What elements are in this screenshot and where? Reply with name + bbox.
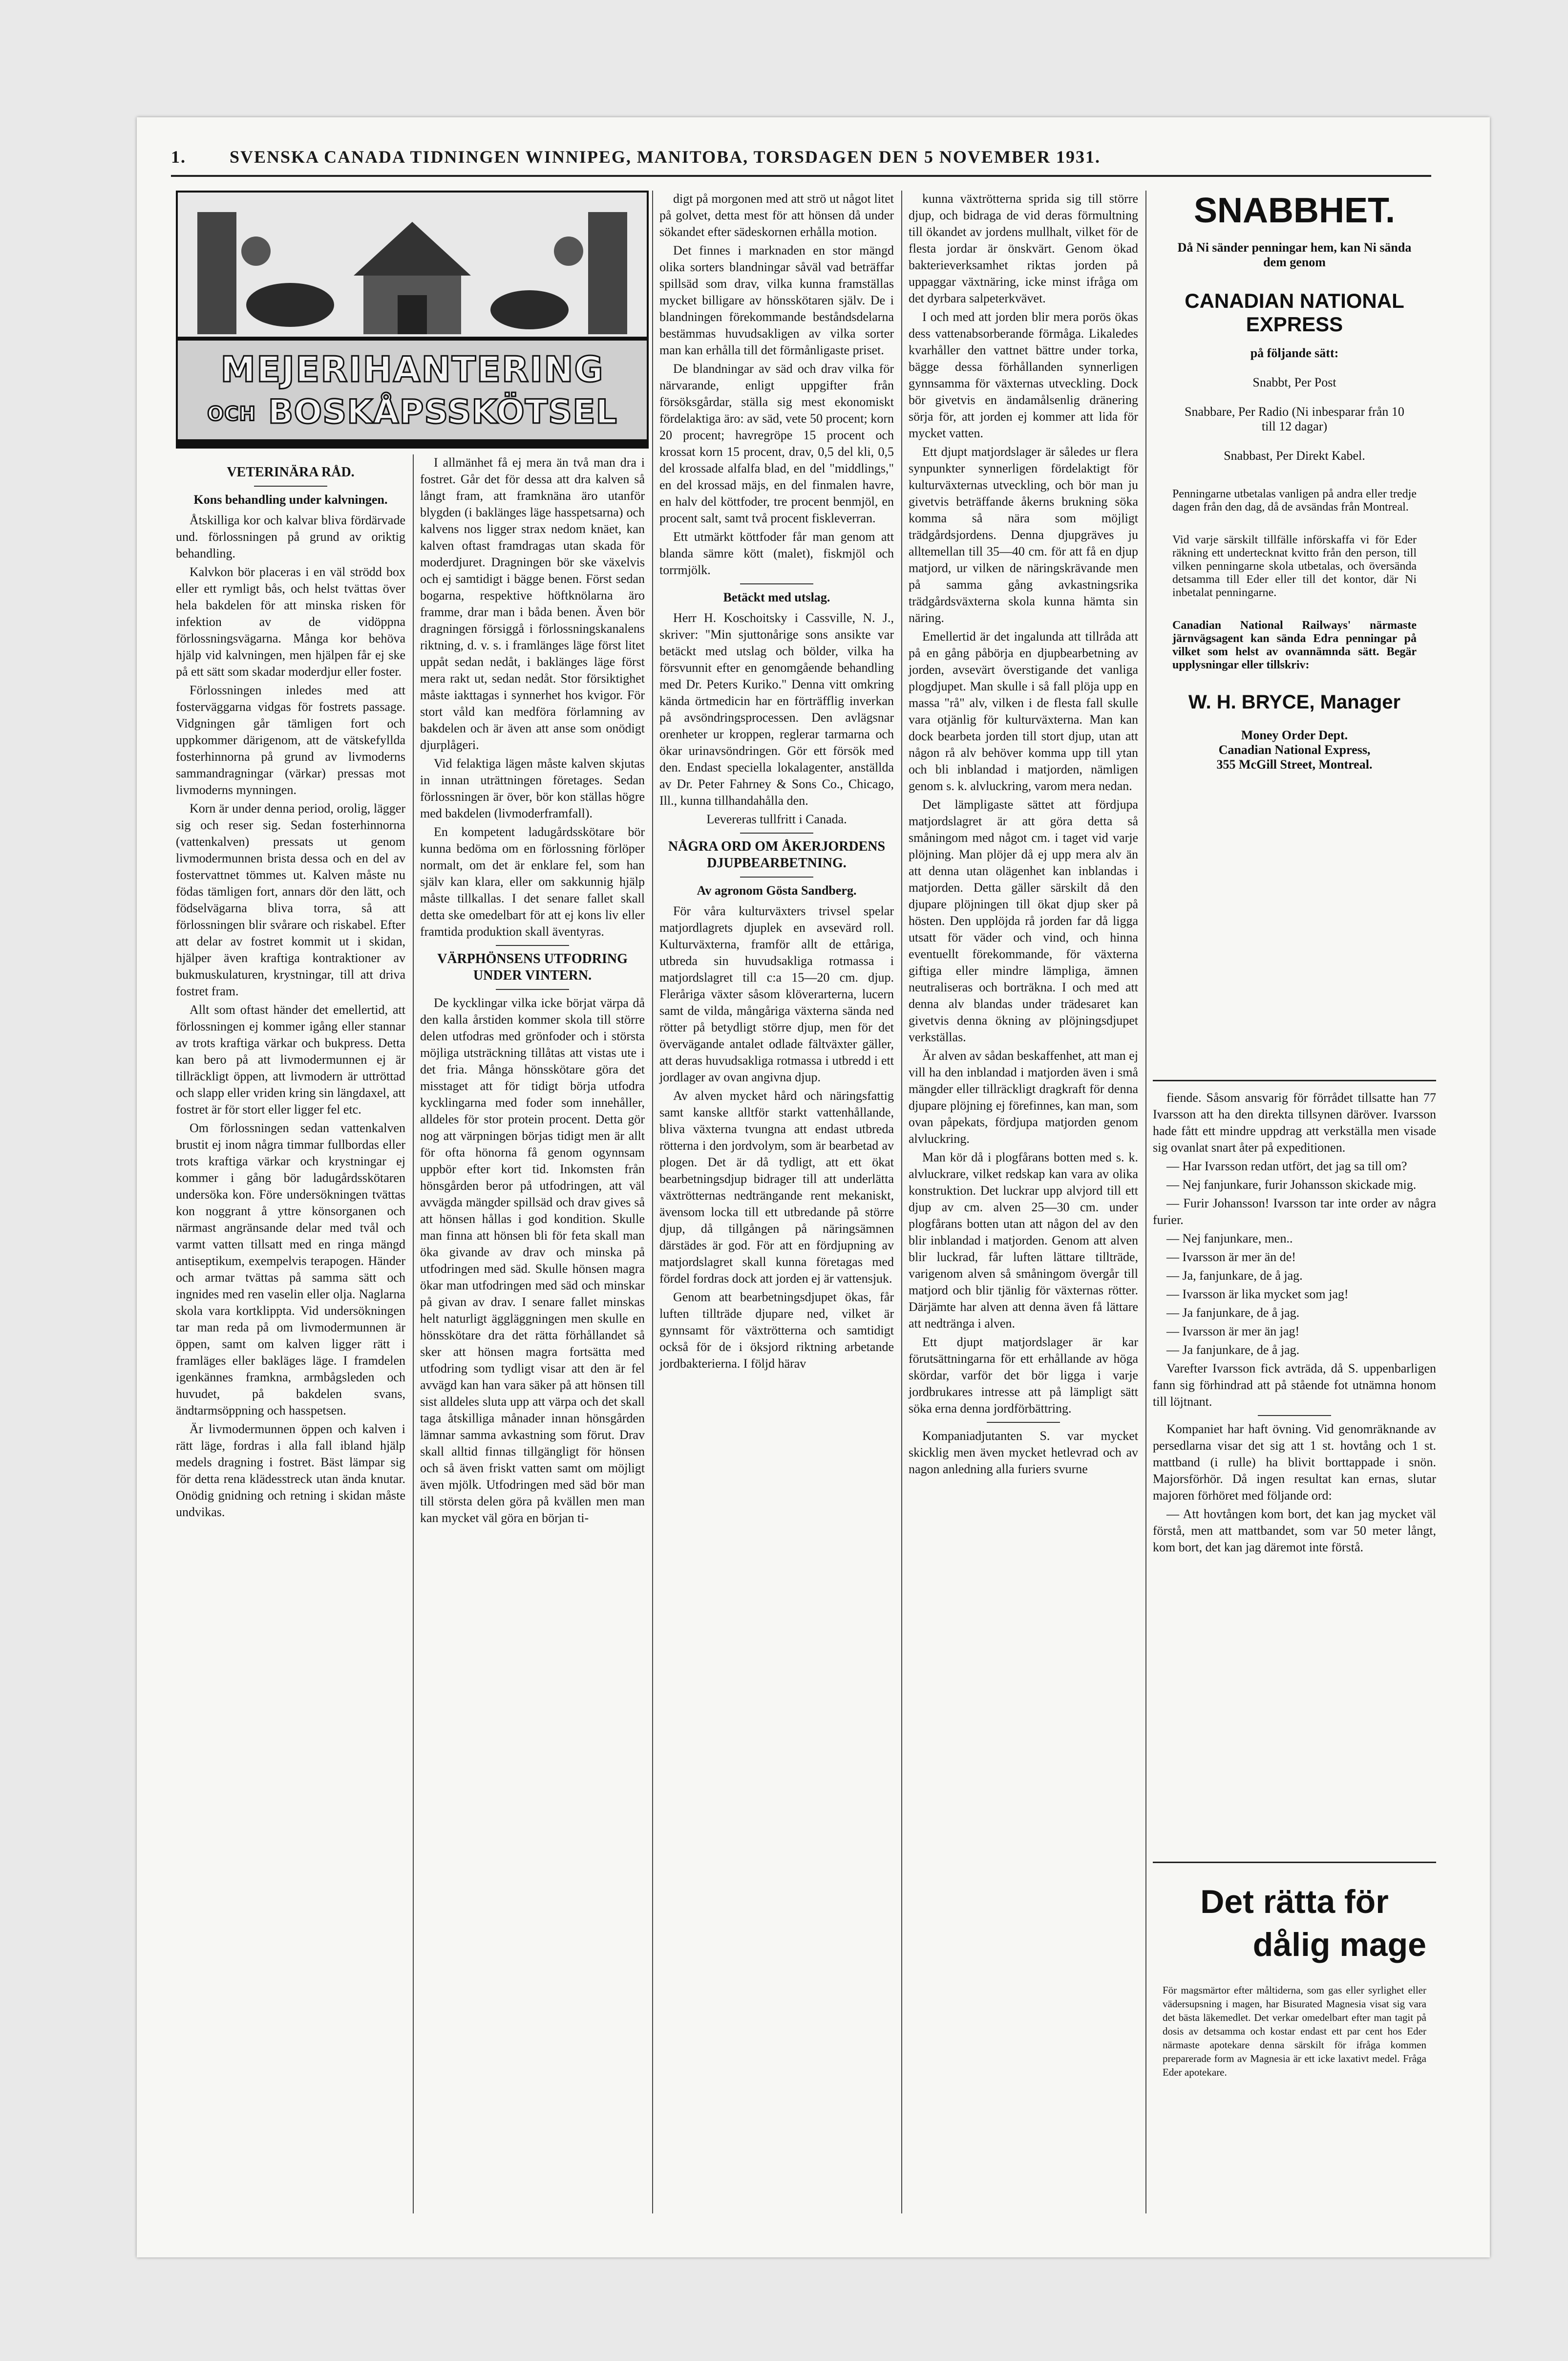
col3-para: Genom att bearbetningsdjupet ökas, får luften tillträde djupare ned, vilket är gynnsamt för växtrötterna och samtidigt också för de i öksjord riktning arbetande jordbakterierna. I följd härav (659, 1290, 894, 1371)
express-ad-title: SNABBHET. (1193, 191, 1396, 230)
column-1 (176, 459, 405, 1523)
masthead-line: SVENSKA CANADA TIDNINGEN WINNIPEG, MANITOBA, TORSDAGEN DEN 5 NOVEMBER 1931. (230, 147, 1101, 167)
col3-para: Det finnes i marknaden en stor mängd olika sorters blandningar såväl vad beträffar spillsäd som drav, vilka kunna framställas mycket billigare av hönsskötaren själv. De i blandningen förekommande beståndsdelarna bestämmas huvudsakligen av vilka sorter man kan erhålla till det förmånligaste priset. (659, 243, 894, 357)
col2-dash (496, 945, 569, 946)
magnesia-ad-title2: dålig mage (1252, 1926, 1426, 1963)
express-ad-intro: Då Ni sänder penningar hem, kan Ni sända dem genom (1177, 240, 1412, 269)
col5-para: Varefter Ivarsson fick avträda, då S. uppenbarligen fann sig förhindrad att på stående fot utnämna honom till löjtnant. (1153, 1361, 1436, 1409)
col5-para: — Nej fanjunkare, men.. (1166, 1231, 1293, 1245)
banner-subtitle-text: BOSKÅPSSKÖTSEL (268, 393, 617, 431)
col5-para: — Ja fanjunkare, de å jag. (1166, 1343, 1300, 1357)
col4-dash (987, 1422, 1060, 1423)
col5-para: — Furir Johansson! Ivarsson tar inte order av några furier. (1153, 1196, 1436, 1227)
col5-para: — Ja fanjunkare, de å jag. (1166, 1306, 1300, 1320)
header-rule (171, 175, 1431, 177)
col4-para: Är alven av sådan beskaffenhet, att man ej vill ha den inblandad i matjorden även i små mängder eller tillräckligt dragkraft för denna djupare plöjning ej förefinnes, kan man, som ovan påpekats, fördjupa matjorden genom alvluckring. (909, 1049, 1138, 1146)
express-ad-p3: Canadian National Railways' närmaste järnvägsagent kan sända Edra penningar på vilket som helst av ovannämnda sätt. Begär upplysningar eller tillskriv: (1172, 619, 1417, 671)
col4-para: Det lämpligaste sättet att fördjupa matjordslagret är att göra detta så småningom med något cm. i taget vid varje plöjning. Man plöjer då ej upp mera alv än att denna utan olägenhet kan inblandas i matjorden. Detta gäller särskilt då den djupare plöjningen till ökat djup sker på hösten. Den upplöjda rå jorden far då ligga utsatt för väder och vind, och hinna eventuellt förekommande, för växterna giftiga eller mindre lämpliga, ämnen neutraliseras och borträkna. I och med att denna alv blandas under trädesaret kan givetvis denna ökning av plöjningsdjupet verkställas. (909, 797, 1138, 1044)
express-ad-company: CANADIAN NATIONAL EXPRESS (1185, 289, 1404, 336)
col3-para: För våra kulturväxters trivsel spelar matjordlagrets djuplek en avsevärd roll. Kulturväxterna, framför allt de ettåriga, utbreda sin huvudsakliga rotmassa i matjordslagret till c:a 15—20 cm. djup. Fleråriga växter såsom klöverarterna, lucern samt de vilda, mångåriga växterna sända ned rötter på betydligt större djup, men för det övervägande antalet odlade fältväxter gäller, att deras huvudsakliga rotmassa i utbredd i ett jordlager av ovan angivna djup. (659, 904, 894, 1084)
col3-byline: Av agronom Gösta Sandberg. (697, 883, 857, 898)
col2-para: En kompetent ladugårdsskötare bör kunna bedöma om en förlossning förlöper normalt, om det är enklare fel, som han själv kan klara, eller om sakkunnig hjälp måste tillkallas. I det senare fallet skall detta ske omedelbart för att ej kons liv eller framtida produktion skall äventyras. (420, 825, 645, 939)
column-rule (901, 191, 902, 2213)
col3-heading: Betäckt med utslag. (723, 590, 830, 604)
col2-para: Vid felaktiga lägen måste kalven skjutas in innan uträttningen företages. Sedan förlossningen är över, bör kon ställas högre med bakdelen (livmoderframfall). (420, 756, 645, 820)
magnesia-ad-title1: Det rätta för (1200, 1883, 1389, 1920)
col4-para: Ett djupt matjordslager är således ur flera synpunkter synnerligen fördelaktigt för kulturväxternas utveckling, och bör man ju givetvis beträffande åkerns brukning söka komma så nära som möjligt trädgårdsjordens. Denna djupgräves ju alltemellan till 35—40 cm. för att få en djup matjord, ur vilken de näringskrävande men på samma gång avkastningsrika trädgårdsväxterna skola kunna hämta sin näring. (909, 445, 1138, 625)
express-ad-p2: Vid varje särskilt tillfälle införskaffa vi för Eder räkning ett undertecknat kvitto från den person, till vilken penningarne skola utbetalas, och översända detsamma till Eder eller till det kontor, där Ni inbetalat penningarne. (1172, 534, 1417, 599)
col1-para: Om förlossningen sedan vattenkalven brustit ej inom några timmar fullbordas eller trots kraftiga värkar och krystningar ej kommer i gång bör ladugårdsskötaren undersöka kon. Före undersökningen tvättas kon noggrant å yttre könsorganen och närmast angränsande delar med tvål och varmt vatten tillsatt med en ringa mängd antiseptikum, exempelvis terapogen. Händer och armar tvättas på samma sätt och ingnides med ren vaselin eller olja. Naglarna skola vara kortklippta. Vid undersökningen tar man reda på om livmodermunnen är öppen, samt om kalven ligger rätt i framläges eller bakläges läge. I framdelen igenkännes framkna, armbågsleden och huvudet, på bakdelen svans, ändtarmsöppning och hasspetsen. (176, 1121, 405, 1417)
col4-para: Man kör då i plogfårans botten med s. k. alvluckrare, vilket redskap kan vara av olika konstruktion. Det luckrar upp alvjord till ett djup av cm. alven 25—30 cm. under plogfårans botten utan att någon del av den blir inblandad i matjorden. Genom att alven blir luckrad, får luften lättare tillträde, varigenom alven så småningom övergår till matjord och blir tjänlig för växternas rötter. Därjämte har alven att denna även få lättare att nedtränga i alven. (909, 1150, 1138, 1331)
magnesia-ad-body: För magsmärtor efter måltiderna, som gas eller syrlighet eller vädersupsning i magen, har Bisurated Magnesia visat sig vara det bästa läkemedlet. Det verkar omedelbart efter man tagit på dosis av detsamma och kostar endast ett par cent hos Eder närmaste apotekare denna särskilt för ifråga kommen preparerade form av Magnesia är ett icke laxativt medel. Fråga Eder apotekare. (1163, 1984, 1426, 2078)
col3-para: Levereras tullfritt i Canada. (706, 812, 847, 826)
col3-dash (740, 833, 813, 834)
banner-title: MEJERIHANTERING (220, 349, 604, 390)
col2-para: I allmänhet få ej mera än två man dra i fostret. Går det för dessa att dra kalven så långt fram, att framknäna äro utanför blygden (i baklänges läge hasspetsarna) och kalvens nos ligger strax nedom knäet, kan kalven oftast framdragas utan skada för moderdjuret. Dragningen bör ske växelvis och ej samtidigt i bägge benen. Först sedan bogarna, respektive höftknölarna äro framme, drar man i båda benen. Även bör dragningen försiggå i förlossningskanalens riktning, d. v. s. i framlänges läge först litet uppåt sedan nedåt, i baklänges läge först mera rakt ut, sedan nedåt. Stor försiktighet måste iakttagas i synnerhet hos kvigor. För stort våld kan medföra förlamning av bakdelen och är även att anse som onödigt djurplågeri. (420, 455, 645, 752)
col5-para: — Nej fanjunkare, furir Johansson skickade mig. (1166, 1178, 1417, 1192)
page-header (171, 147, 1431, 171)
newspaper-page (137, 117, 1490, 2257)
col5-para: — Ja, fanjunkare, de å jag. (1166, 1268, 1303, 1283)
magnesia-ad (1153, 1862, 1436, 2215)
col1-para: Åtskilliga kor och kalvar bliva fördärvade und. förlossningen på grund av oriktig behandling. (176, 513, 405, 560)
col3-heading2: NÅGRA ORD OM ÅKERJORDENS DJUPBEARBETNING. (668, 839, 886, 871)
column-5 (1153, 1090, 1436, 1558)
col3-dash (740, 583, 813, 584)
col5-para: — Har Ivarsson redan utfört, det jag sa till om? (1166, 1159, 1407, 1173)
column-rule (1145, 191, 1146, 2213)
col5-para: — Ivarsson är lika mycket som jag! (1166, 1287, 1349, 1301)
col3-para: Ett utmärkt köttfoder får man genom att blanda sämre kött (malet), fiskmjöl och torrmjölk. (659, 530, 894, 577)
column-3 (659, 191, 894, 1374)
col1-para: Allt som oftast händer det emellertid, att förlossningen ej kommer igång eller stannar av trots kraftiga värkar och bukpress. Detta kan bero på att livmodermunnen ej är tillräckligt öppen, att livmodern är uttröttad och slapp eller vriden kring sin längdaxel, att fostret är för stort eller ligger fel etc. (176, 1003, 405, 1116)
col1-para: Förlossningen inledes med att fosterväggarna vidgas för fostrets passage. Vidgningen går tämligen fort och uppkommer därigenom, att de vätskefyllda fosterhinnorna på grund av livmoderns sammandragningar (värkar) pressas mot livmoderns mynningen. (176, 683, 405, 797)
col1-dash (254, 486, 327, 487)
banner-och: OCH (207, 403, 256, 426)
express-ad-manager: W. H. BRYCE, Manager (1188, 691, 1401, 713)
col3-para: Herr H. Koschoitsky i Cassville, N. J., skriver: "Min sjuttonårige sons ansikte var betäckt med utslag och bölder, vilka ha försvunnit efter en genomgående behandling med Dr. Peters Kuriko." Denna vitt omkring kända örtmedicin har en förträfflig inverkan på avsöndringsprocessen. Den avlägsnar orenheter ur kroppen, reglerar tarmarna och ökar urinavsöndringen. Gör ett försök med den. Endast speciella lokalagenter, anställda av Dr. Peter Fahrney & Sons Co., Chicago, Ill., kunna tillhandahålla den. (659, 611, 894, 808)
column-2 (420, 454, 645, 1528)
col5-para: Kompaniet har haft övning. Vid genomräknande av persedlarna visar det sig att 1 st. hovtång och 1 st. mattband (i rulle) ha blivit borttappade i snön. Majorsförhör. Då ingen resultat kan ernas, slutar majoren förhöret med följande ord: (1153, 1422, 1436, 1502)
col3-dash (740, 877, 813, 878)
col4-para: Ett djupt matjordslager är kar förutsättningarna för ett erhållande av höga skördar, varför det bör ligga i varje jordbrukares intresse att på lämpligt sätt söka erna denna jordförbättring. (909, 1335, 1138, 1416)
express-ad-opt3: Snabbast, Per Direkt Kabel. (1224, 449, 1365, 463)
express-ad-p1: Penningarne utbetalas vanligen på andra eller tredje dagen från den dag, då de avsändas från Montreal. (1172, 488, 1417, 514)
col2-dash (496, 989, 569, 990)
col5-dash (1258, 1415, 1331, 1416)
col5-para: — Att hovtången kom bort, det kan jag mycket väl förstå, men att mattbandet, som var 50 meter långt, kom bort, det kan jag däremot inte förstå. (1153, 1507, 1436, 1554)
col4-para: Emellertid är det ingalunda att tillråda att på en gång påbörja en djupbearbetning av jorden, avsevärt överstigande det vanliga plogdjupet. Man skulle i så fall plöja upp en massa "rå" alv, vilken i de flesta fall skulle vara otjänlig för kulturväxterna. Man kan dock bearbeta jorden till stort djup, utan att någon rå alv behöver komma upp till ytan och bli inblandad i matjorden, nämligen genom s. k. alvluckring, varom mera nedan. (909, 629, 1138, 793)
col5-para: — Ivarsson är mer än de! (1166, 1250, 1296, 1264)
col4-para: kunna växtrötterna sprida sig till större djup, och bidraga de vid deras förmultning till ökandet av jordens mullhalt, vilket för de flesta jordar är önskvärt. Genom ökad bakterieverksamhet riktas jorden på uppaggar växtnäring, icke minst ifråga om det dyrbara salpeterkvävet. (909, 192, 1138, 305)
express-ad-dept: Money Order Dept. (1241, 728, 1348, 742)
column-rule (413, 454, 414, 2213)
col4-closing: Kompaniadjutanten S. var mycket skicklig men även mycket hetlevrad och av nagon anledning alla furiers svurne (909, 1429, 1138, 1476)
col3-para: digt på morgonen med att strö ut något litet på golvet, detta mest för att hönsen då under sökandet efter sädeskornen erhålla motion. (659, 192, 894, 239)
column-4 (909, 191, 1138, 1480)
col5-para: fiende. Såsom ansvarig för förrådet tillsatte han 77 Ivarsson att ha den direkta tillsynen däröver. Ivarsson hade fått ett mindre uppdrag att verkställa men visade sig ovanlat snart åter på expeditionen. (1153, 1091, 1436, 1155)
col1-para: Kalvkon bör placeras i en väl strödd box eller ett rymligt bås, och helst tvättas över hela bakdelen för att minska risken för infektion av de vidöppna förlossningsvägarna. Många kor behöva hjälp vid kalvningen, men hjälpen får ej ske på ett sätt som skadar moderdjur eller foster. (176, 565, 405, 679)
express-ad-opt2: Snabbare, Per Radio (Ni inbesparar från 10 till 12 dagar) (1185, 405, 1404, 433)
col3-para: Av alven mycket hård och näringsfattig samt kanske alltför starkt vattenhållande, bliva växterna tvungna att endast utbreda rötterna i den jordvolym, som är bearbetad av plogen. Det är då tydligt, att ett ökat bearbetningsdjup bidrager till att underlätta växtrötternas nedträngande rent mekaniskt, ävensom locka till ett utbredande på större djup, då tillgången på näringsämnen därstädes är god. För att en fördjupning av matjordslagret skall kunna företagas med fördel fordras dock att jorden ej är vattensjuk. (659, 1089, 894, 1286)
col5-para: — Ivarsson är mer än jag! (1166, 1324, 1300, 1338)
express-ad-opt1: Snabbt, Per Post (1252, 375, 1336, 389)
banner-subtitle (188, 393, 637, 431)
col3-para: De blandningar av säd och drav vilka för närvarande, enligt uppgifter från försöksgårdar, ställa sig mest ekonomiskt fördelaktiga äro: av säd, vete 50 procent; korn 20 procent; havregröpe 15 procent och krossat korn 15 procent, drav, 0,5 del kli, 0,5 del krossade alfalfa blad, en del "middlings," en del krossad mäjs, en del finmalen havre, en halv del köttfoder, tre procent benmjöl, en procent salt, samt två procent fiskleverran. (659, 362, 894, 525)
col2-heading: VÄRPHÖNSENS UTFODRING UNDER VINTERN. (437, 951, 628, 983)
col1-subheading: Kons behandling under kalvningen. (193, 493, 388, 507)
col4-para: I och med att jorden blir mera porös ökas dess vattenabsorberande förmåga. Likaledes kvarhåller den vattnet bättre under torka, bägge dessa förhållanden synnerligen gynnsamma för växternas utveckling. Dock bör givetvis en ändamålsenlig dränering sörja för, att jorden ej kommer att lida för mycket vatten. (909, 310, 1138, 440)
express-ad-express: Canadian National Express, (1218, 743, 1371, 757)
col1-para: Korn är under denna period, orolig, lägger sig och reser sig. Sedan fosterhinnorna (vattenkalven) pressats ut genom livmodermunnen brista dessa och en del av fostervattnet tömmes ut. Kalven måste nu födas tämligen fort, annars dör den lätt, och födselvägarna bliva torra, så att förlossningen blir svårare och riskabel. Efter att delar av fostret kommit ut i skidan, hjälper även kraftiga kontraktioner av bukmuskulaturen, krystningar, till att driva fostret fram. (176, 801, 405, 998)
express-ad-follow: på följande sätt: (1250, 346, 1339, 360)
col2-para: De kycklingar vilka icke börjat värpa då den kalla årstiden kommer skola till större delen utfodras med grönfoder och i största möjliga utsträckning tillåtas att vistas ute i det fria. Många hönsskötare göra det misstaget att för tidigt börja utfodra kycklingarna med foder som innehåller, alldeles för stor protein procent. Detta gör nog att värpningen börjas tidigt men är allt för ofta hönorna få genom ogynnsam uppbör efter kort tid. Inkomsten från hönsgården beror på utfodringen, att väl avvägda mängder spillsäd och drav gives så att hönsen hållas i god kondition. Skulle man finna att hönsen bli för feta skall man öka givande av drav och minska på utfodringen med säd. Skulle hönsen magra ökar man utfodringen med säd och minskar på givan av drav. I senare fallet minskas helt naturligt äggläggningen men skulle en hönsskötare dra det rätta förhållandet så sker att hönsen magra fortsätta med utfodring som tydligt visar att den är fel avvägd kan han vara säker på att hönsen till sist alldeles sluta upp att värpa och det skall taga åtskilliga månader innan hönsgården lämnar samma avkastning som förut. Drav skall alltid finnas tillgängligt för hönsen och så även friskt vatten samt om möjligt även mjölk. Utfodringen med säd bör man till största delen göra på kvällen men man kan mycket väl göra en början ti- (420, 996, 645, 1525)
column-rule (652, 191, 653, 2213)
section-banner (176, 191, 649, 449)
express-ad-address: 355 McGill Street, Montreal. (1216, 757, 1373, 772)
col1-heading: VETERINÄRA RÅD. (227, 465, 355, 480)
page-number: 1. (171, 147, 186, 167)
col1-para: Är livmodermunnen öppen och kalven i rätt läge, fordras i alla fall ibland hjälp medels dragning i fostret. Bäst lämpar sig för detta rena klädesstreck utan ända knutar. Onödig gnidning och retning i skidan måste undvikas. (176, 1422, 405, 1519)
express-ad (1153, 186, 1436, 1081)
